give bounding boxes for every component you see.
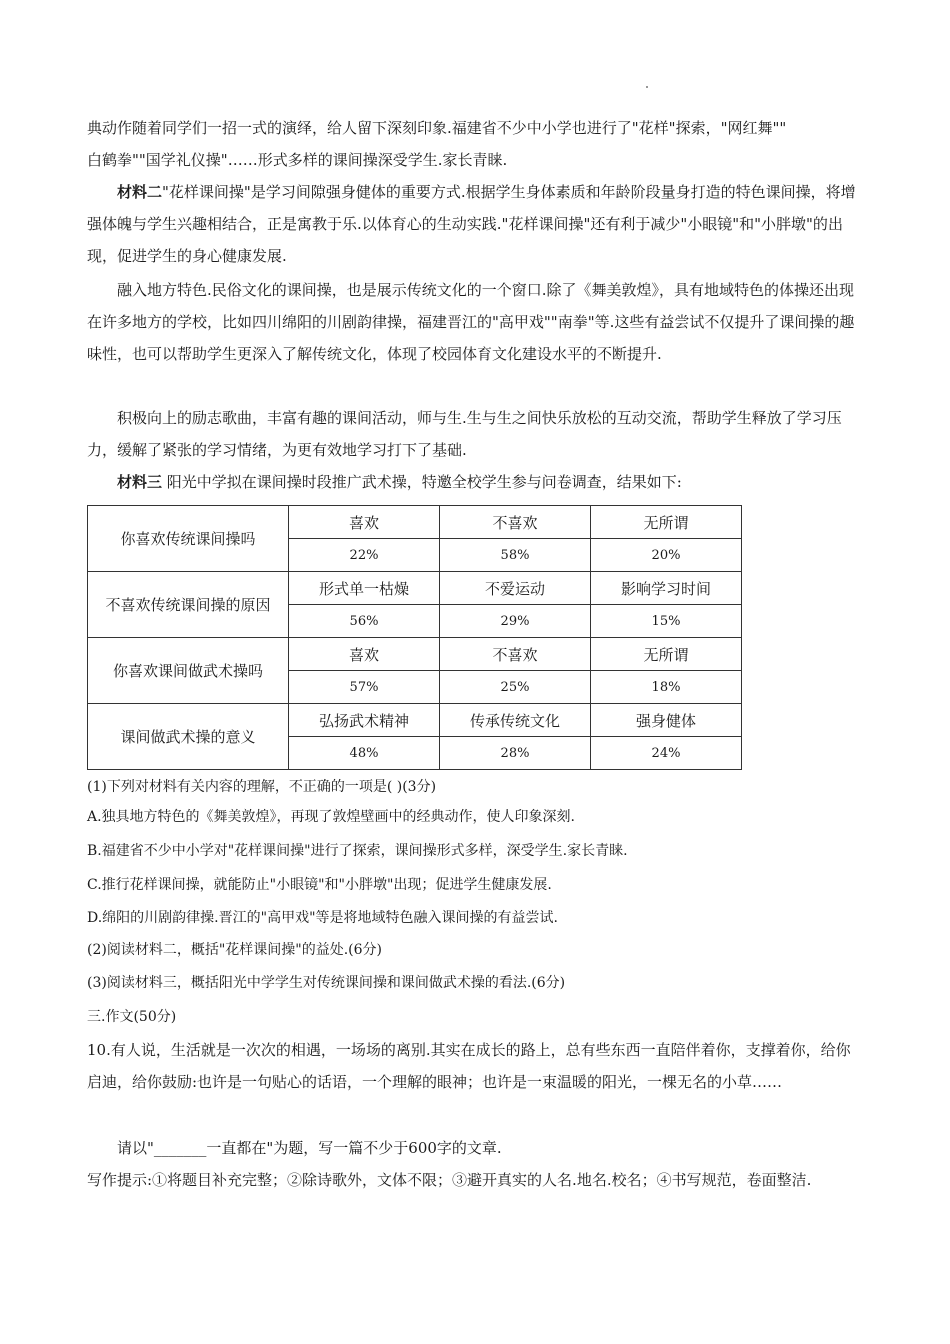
material3-text: 阳光中学拟在课间操时段推广武术操，特邀全校学生参与问卷调查，结果如下: xyxy=(166,473,682,491)
survey-value: 28% xyxy=(440,737,591,770)
material3-label: 材料三 xyxy=(117,473,163,491)
material2-label: 材料二 xyxy=(117,183,163,201)
survey-option: 无所谓 xyxy=(591,506,742,539)
intro-line-2: 白鹤拳""国学礼仪操"……形式多样的课间操深受学生.家长青睐. xyxy=(87,151,508,169)
survey-option: 不爱运动 xyxy=(440,572,591,605)
survey-option: 喜欢 xyxy=(289,506,440,539)
material3-intro xyxy=(87,466,865,498)
survey-option: 不喜欢 xyxy=(440,638,591,671)
table-row xyxy=(88,572,742,605)
survey-value: 58% xyxy=(440,539,591,572)
question-2: (2)阅读材料二，概括"花样课间操"的益处.(6分) xyxy=(87,942,382,958)
survey-value: 24% xyxy=(591,737,742,770)
survey-option: 形式单一枯燥 xyxy=(289,572,440,605)
survey-option: 强身健体 xyxy=(591,704,742,737)
survey-value: 29% xyxy=(440,605,591,638)
scan-dot xyxy=(646,86,648,88)
material2-paragraph xyxy=(87,176,865,272)
survey-option: 喜欢 xyxy=(289,638,440,671)
survey-question: 你喜欢课间做武术操吗 xyxy=(88,638,289,704)
survey-value: 22% xyxy=(289,539,440,572)
intro-line-1: 典动作随着同学们一招一式的演绎，给人留下深刻印象.福建省不少中小学也进行了"花样"探索，"网红舞"" xyxy=(87,119,787,137)
question-3: (3)阅读材料三，概括阳光中学学生对传统课间操和课间做武术操的看法.(6分) xyxy=(87,975,566,991)
survey-option: 影响学习时间 xyxy=(591,572,742,605)
material2-para2: 融入地方特色.民俗文化的课间操，也是展示传统文化的一个窗口.除了《舞美敦煌》，具有地域特色的体操还出现在许多地方的学校，比如四川绵阳的川剧韵律操，福建晋江的"高甲戏""南拳"等.这些有益尝试不仅提升了课间操的趣味性，也可以帮助学生更深入了解传统文化，体现了校园体育文化建设水平的不断提升. xyxy=(87,281,855,363)
question-1: (1)下列对材料有关内容的理解，不正确的一项是( )(3分) xyxy=(87,779,437,795)
survey-option: 无所谓 xyxy=(591,638,742,671)
survey-value: 18% xyxy=(591,671,742,704)
option-c: C.推行花样课间操，就能防止"小眼镜"和"小胖墩"出现；促进学生健康发展. xyxy=(87,877,552,893)
survey-question: 你喜欢传统课间操吗 xyxy=(88,506,289,572)
table-row xyxy=(88,704,742,737)
option-a: A.独具地方特色的《舞美敦煌》，再现了敦煌壁画中的经典动作，使人印象深刻. xyxy=(87,809,576,825)
survey-value: 20% xyxy=(591,539,742,572)
survey-value: 56% xyxy=(289,605,440,638)
table-row xyxy=(88,506,742,539)
survey-value: 48% xyxy=(289,737,440,770)
survey-value: 25% xyxy=(440,671,591,704)
material2-text: "花样课间操"是学习间隙强身健体的重要方式.根据学生身体素质和年龄阶段量身打造的特色课间操，将增强体魄与学生兴趣相结合，正是寓教于乐.以体育心的生动实践."花样课间操"还有利于减少"小眼镜"和"小胖墩"的出现，促进学生的身心健康发展. xyxy=(87,183,856,265)
survey-table xyxy=(87,505,742,770)
essay-section-title: 三.作文(50分) xyxy=(87,1009,177,1025)
essay-task: 请以"_______一直都在"为题，写一篇不少于600字的文章. xyxy=(117,1139,502,1157)
table-row xyxy=(88,638,742,671)
option-b: B.福建省不少中小学对"花样课间操"进行了探索，课间操形式多样，深受学生.家长青睐. xyxy=(87,843,628,859)
survey-value: 15% xyxy=(591,605,742,638)
essay-tips: 写作提示:①将题目补充完整；②除诗歌外，文体不限；③避开真实的人名.地名.校名；④书写规范，卷面整洁. xyxy=(87,1171,812,1189)
survey-value: 57% xyxy=(289,671,440,704)
survey-option: 传承传统文化 xyxy=(440,704,591,737)
survey-question: 不喜欢传统课间操的原因 xyxy=(88,572,289,638)
intro-paragraph xyxy=(87,112,865,176)
survey-option: 弘扬武术精神 xyxy=(289,704,440,737)
material2-para3: 积极向上的励志歌曲，丰富有趣的课间活动，师与生.生与生之间快乐放松的互动交流，帮助学生释放了学习压力，缓解了紧张的学习情绪，为更有效地学习打下了基础. xyxy=(87,409,842,459)
option-d: D.绵阳的川剧韵律操.晋江的"高甲戏"等是将地域特色融入课间操的有益尝试. xyxy=(87,910,558,926)
survey-question: 课间做武术操的意义 xyxy=(88,704,289,770)
survey-option: 不喜欢 xyxy=(440,506,591,539)
essay-prompt: 10.有人说，生活就是一次次的相遇，一场场的离别.其实在成长的路上，总有些东西一直陪伴着你，支撑着你，给你启迪，给你鼓励:也许是一句贴心的话语，一个理解的眼神；也许是一束温暖的阳光，一棵无名的小草…… xyxy=(87,1041,851,1091)
